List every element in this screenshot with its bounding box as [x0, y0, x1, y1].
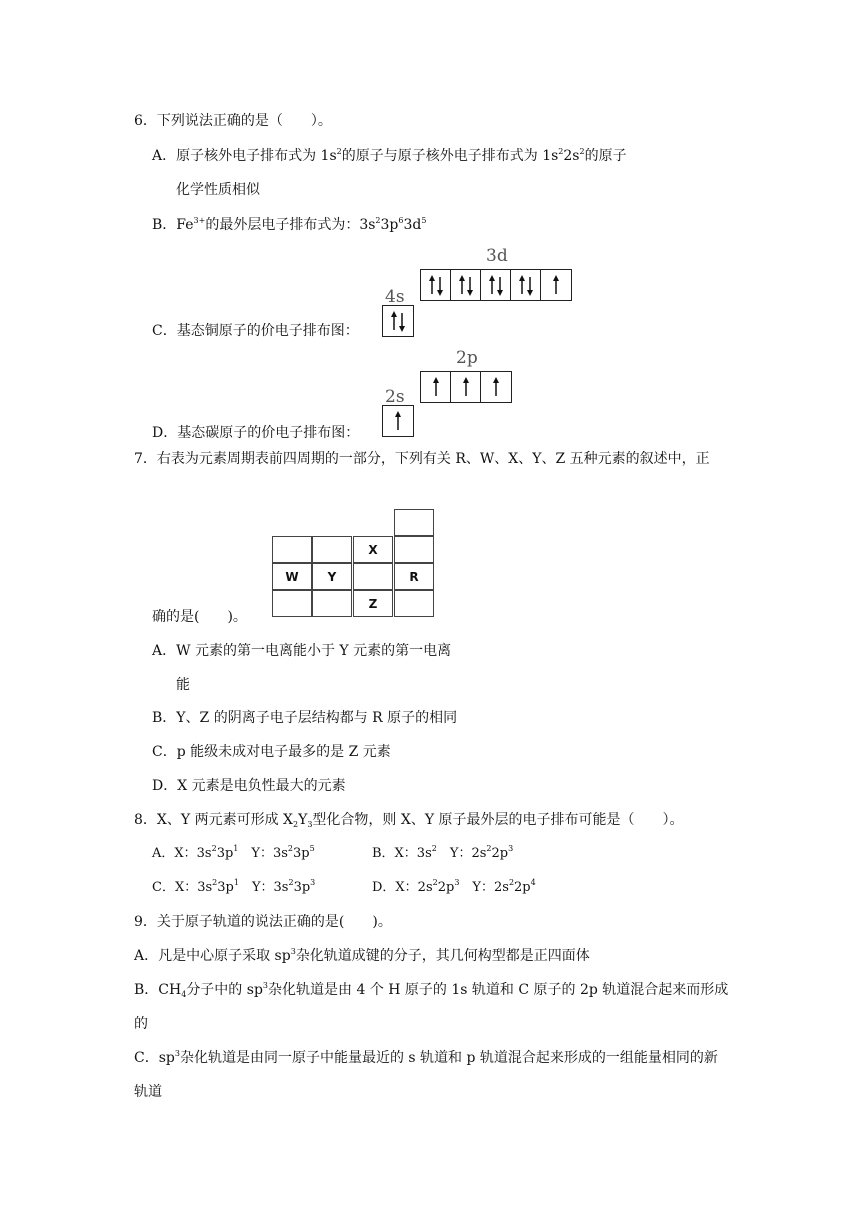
- q7-stem-cont: 确的是( )。: [152, 609, 247, 625]
- table-cell: [272, 590, 312, 617]
- periodic-table-fragment: [272, 509, 436, 617]
- q7-option-d: D．X 元素是电负性最大的元素: [152, 778, 346, 794]
- q9-option-a: A．凡是中心原子采取 $sp^3$杂化轨道成键的分子，其几何构型都是正四面体: [134, 947, 590, 964]
- q7-stem: 7．右表为元素周期表前四周期的一部分，下列有关 R、W、X、Y、Z 五种元素的叙述中，正: [134, 451, 710, 467]
- q6-option-a-cont: 化学性质相似: [176, 182, 260, 198]
- table-cell: [272, 536, 312, 563]
- q7-option-a-cont: 能: [176, 677, 190, 693]
- orbital-box-single: [451, 372, 481, 402]
- cu-3d-orbitals: [420, 269, 572, 301]
- orbital-box-single: [541, 270, 571, 300]
- orbital-label-4s: 4s: [385, 287, 405, 307]
- q7-option-a: A．W 元素的第一电离能小于 Y 元素的第一电离: [152, 643, 452, 659]
- orbital-box-single: [481, 372, 511, 402]
- q9-stem: 9．关于原子轨道的说法正确的是( )。: [134, 914, 392, 930]
- table-cell: [394, 509, 434, 536]
- table-cell-x: X: [353, 536, 393, 563]
- table-cell: [312, 590, 352, 617]
- table-cell: [312, 536, 352, 563]
- table-cell-w: W: [272, 563, 312, 590]
- q8-option-a: A．X：$3s^23p^1$ Y：$3s^23p^5$: [152, 844, 315, 861]
- orbital-box-single: [421, 372, 451, 402]
- q9-option-b-cont: 的: [134, 1016, 148, 1032]
- q8-option-c: C．X：$3s^23p^1$ Y：$3s^23p^3$: [152, 878, 316, 895]
- table-cell-y: Y: [312, 563, 352, 590]
- orbital-label-3d: 3d: [486, 246, 508, 266]
- orbital-box-paired: [383, 306, 413, 336]
- q6-option-c: C．基态铜原子的价电子排布图：: [152, 323, 359, 339]
- q6-option-d: D．基态碳原子的价电子排布图：: [152, 425, 360, 441]
- table-cell: [394, 536, 434, 563]
- q7-option-b: B．Y、Z 的阴离子电子层结构都与 R 原子的相同: [152, 710, 458, 726]
- orbital-box-paired: [451, 270, 481, 300]
- c-2s-orbital: [382, 405, 414, 437]
- q6-option-a: A．原子核外电子排布式为 $1s^2$的原子与原子核外电子排布式为 $1s^22s^2$的原子: [152, 147, 627, 164]
- c-2p-orbitals: [420, 371, 512, 403]
- orbital-box-paired: [421, 270, 451, 300]
- orbital-box-paired: [511, 270, 541, 300]
- orbital-box-single: [383, 406, 413, 436]
- orbital-label-2p: 2p: [456, 348, 478, 368]
- table-cell-z: Z: [353, 590, 393, 617]
- orbital-box-paired: [481, 270, 511, 300]
- table-cell: [394, 590, 434, 617]
- q8-stem: 8．X、Y 两元素可形成 $X_2Y_3$型化合物，则 X、Y 原子最外层的电子排布可能是（ ）。: [134, 812, 684, 829]
- table-cell-r: R: [394, 563, 434, 590]
- q9-option-c-cont: 轨道: [134, 1084, 162, 1100]
- q8-option-d: D．X：$2s^22p^3$ Y：$2s^22p^4$: [372, 878, 536, 895]
- q7-option-c: C．p 能级未成对电子最多的是 Z 元素: [152, 744, 391, 760]
- q8-option-b: B．X：$3s^2$ Y：$2s^22p^3$: [372, 844, 514, 861]
- orbital-label-2s: 2s: [385, 387, 405, 407]
- table-cell: [353, 563, 393, 590]
- q6-option-b: B．$Fe^{3+}$的最外层电子排布式为：$3s^23p^63d^5$: [152, 216, 427, 233]
- q9-option-c: C．$sp^3$杂化轨道是由同一原子中能量最近的 s 轨道和 p 轨道混合起来形成的一组能量相同的新: [134, 1049, 718, 1066]
- cu-4s-orbital: [382, 305, 414, 337]
- q9-option-b: B．$CH_4$分子中的 $sp^3$杂化轨道是由 4 个 H 原子的 1s 轨道和 C 原子的 2p 轨道混合起来而形成: [134, 981, 729, 999]
- q6-stem: 6．下列说法正确的是（ ）。: [134, 113, 332, 129]
